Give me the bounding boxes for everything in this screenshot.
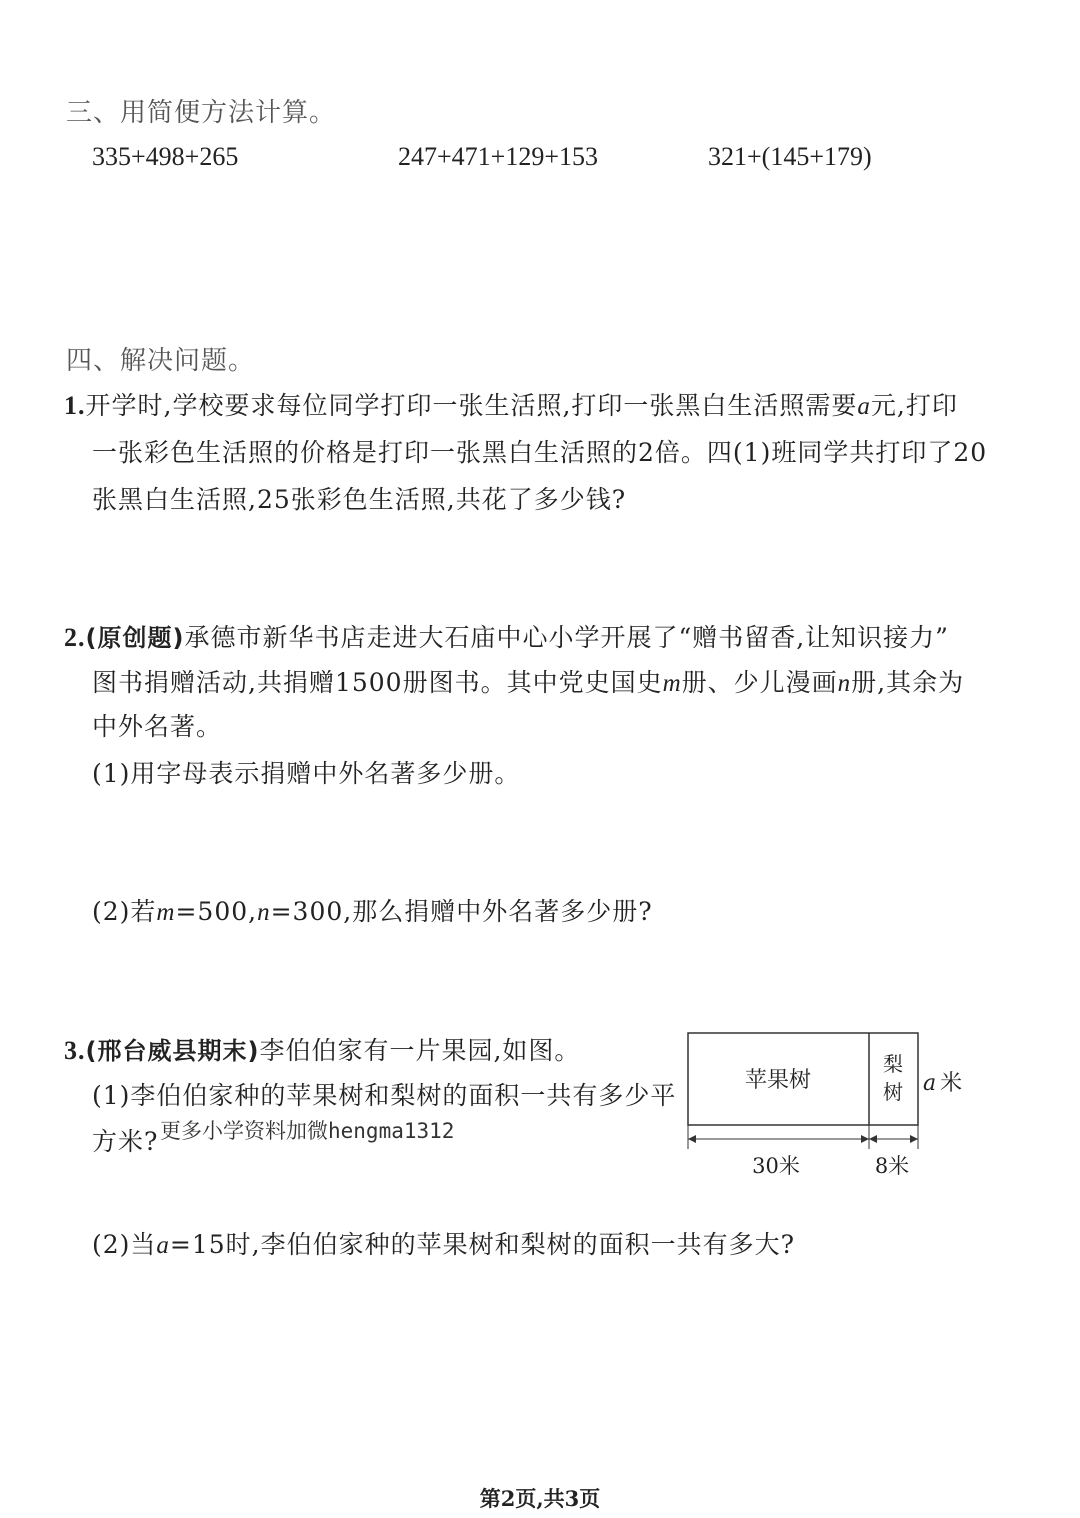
arrow-left-icon-2	[869, 1135, 877, 1143]
question-2-sub-1: (1)用字母表示捐赠中外名著多少册。	[92, 759, 521, 788]
expression-1: 335+498+265	[92, 142, 239, 171]
orchard-figure	[680, 1025, 980, 1185]
question-2-number: 2.	[64, 623, 86, 652]
question-3-sub-1-line-1: (1)李伯伯家种的苹果树和梨树的面积一共有多少平	[92, 1081, 677, 1110]
pear-tree-label-1: 梨	[883, 1052, 903, 1076]
question-3-sub-2	[92, 1225, 795, 1261]
question-1-text-1a: 开学时,学校要求每位同学打印一张生活照,打印一张黑白生活照需要	[85, 391, 858, 420]
question-2-text-1: 承德市新华书店走进大石庙中心小学开展了“赠书留香,让知识接力”	[184, 623, 949, 652]
section-3-title: 三、用简便方法计算。	[66, 98, 337, 128]
variable-m-2: m	[156, 899, 176, 926]
pear-tree-label-2: 树	[883, 1080, 903, 1104]
question-3-text-1: 李伯伯家有一片果园,如图。	[259, 1036, 581, 1065]
question-2-text-2a: 图书捐赠活动,共捐赠1500册图书。其中党史国史	[92, 668, 663, 697]
variable-m: m	[662, 670, 682, 697]
arrow-right-icon-2	[910, 1135, 918, 1143]
question-3-sub-1-line-2: 方米?	[92, 1127, 159, 1156]
question-2-tag: (原创题)	[85, 624, 185, 652]
question-2-line-2	[92, 663, 964, 699]
question-1-line-2: 一张彩色生活照的价格是打印一张黑白生活照的2倍。四(1)班同学共打印了20	[92, 438, 988, 467]
variable-a-2: a	[156, 1232, 170, 1259]
question-2-text-2c: 册,其余为	[851, 668, 965, 697]
question-1-line-3: 张黑白生活照,25张彩色生活照,共花了多少钱?	[92, 485, 627, 514]
question-3-line-1	[64, 1031, 580, 1067]
question-3-sub-2b: =15时,李伯伯家种的苹果树和梨树的面积一共有多大?	[169, 1230, 796, 1259]
question-3-number: 3.	[64, 1036, 86, 1065]
question-1-line-1	[64, 386, 958, 422]
question-3-sub-2a: (2)当	[92, 1230, 157, 1259]
height-variable: a	[923, 1071, 937, 1096]
variable-n-2: n	[257, 899, 271, 926]
arrow-right-icon	[861, 1135, 869, 1143]
question-1-number: 1.	[64, 391, 86, 420]
pear-width-label: 8米	[874, 1154, 910, 1178]
question-2-text-2b: 册、少儿漫画	[681, 668, 838, 697]
handwritten-note: 更多小学资料加微hengma1312	[160, 1119, 455, 1143]
section-4-title: 四、解决问题。	[66, 346, 256, 376]
question-2-line-3: 中外名著。	[92, 712, 223, 741]
question-1-text-1b: 元,打印	[870, 391, 958, 420]
height-unit: 米	[940, 1071, 963, 1096]
arrow-left-icon	[688, 1135, 696, 1143]
apple-width-label: 30米	[752, 1154, 800, 1178]
expression-3: 321+(145+179)	[708, 142, 872, 171]
question-2-sub-2	[92, 892, 653, 928]
question-3-tag: (邢台威县期末)	[85, 1037, 260, 1065]
question-2-line-1	[64, 618, 949, 654]
height-label	[923, 1071, 962, 1096]
question-2-sub-2b: =500,	[175, 897, 258, 926]
page-footer: 第2页,共3页	[479, 1486, 601, 1511]
variable-n: n	[837, 670, 852, 697]
question-2-sub-2c: =300,那么捐赠中外名著多少册?	[270, 897, 653, 926]
question-2-sub-2a: (2)若	[92, 897, 157, 926]
apple-tree-label: 苹果树	[744, 1068, 812, 1093]
expression-2: 247+471+129+153	[398, 142, 598, 171]
variable-a: a	[857, 393, 871, 420]
